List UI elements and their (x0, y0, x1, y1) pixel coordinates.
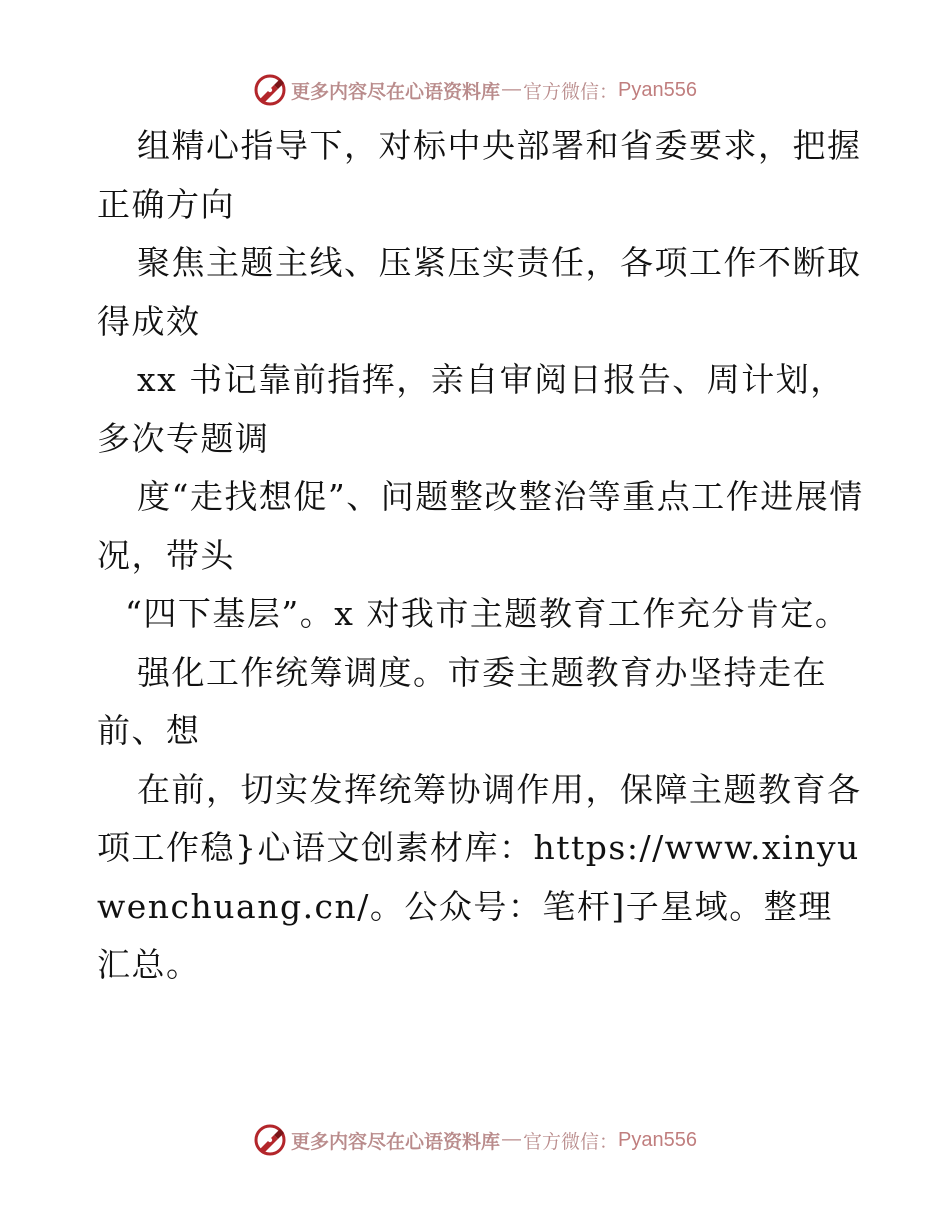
banner-wechat-label: 官方微信： (523, 80, 619, 103)
paragraph: 聚焦主题主线、压紧压实责任，各项工作不断取得成效 (97, 243, 862, 341)
paragraph: 组精心指导下，对标中央部署和省委要求，把握正确方向 (97, 126, 862, 224)
banner-dash: — (502, 79, 522, 100)
header-banner (0, 70, 950, 110)
paragraph: 在前，切实发挥统筹协调作用，保障主题教育各项工作稳}心语文创素材库：https://www.xinyuwenchuang.cn/。公众号：笔杆]子星域。整理汇总。 (97, 769, 862, 984)
paragraph: 度“走找想促”、问题整改整治等重点工作进展情况，带头 (97, 477, 864, 575)
banner-wechat-id: Pyan556 (618, 78, 697, 101)
pen-nib-logo-icon (253, 73, 287, 107)
paragraph: 强化工作统筹调度。市委主题教育办坚持走在前、想 (97, 652, 827, 750)
footer-banner (0, 1120, 950, 1160)
banner-dash: — (502, 1129, 522, 1150)
pen-nib-logo-icon (253, 1123, 287, 1157)
banner-wechat-id: Pyan556 (618, 1128, 697, 1151)
banner-wechat-label: 官方微信： (523, 1130, 619, 1153)
paragraph: “四下基层”。x 对我市主题教育工作充分肯定。 (125, 594, 850, 633)
banner-text: 更多内容尽在心语资料库 (291, 80, 501, 103)
paragraph: xx 书记靠前指挥，亲自审阅日报告、周计划，多次专题调 (97, 360, 845, 458)
banner-text: 更多内容尽在心语资料库 (291, 1130, 501, 1153)
document-body (97, 117, 867, 995)
